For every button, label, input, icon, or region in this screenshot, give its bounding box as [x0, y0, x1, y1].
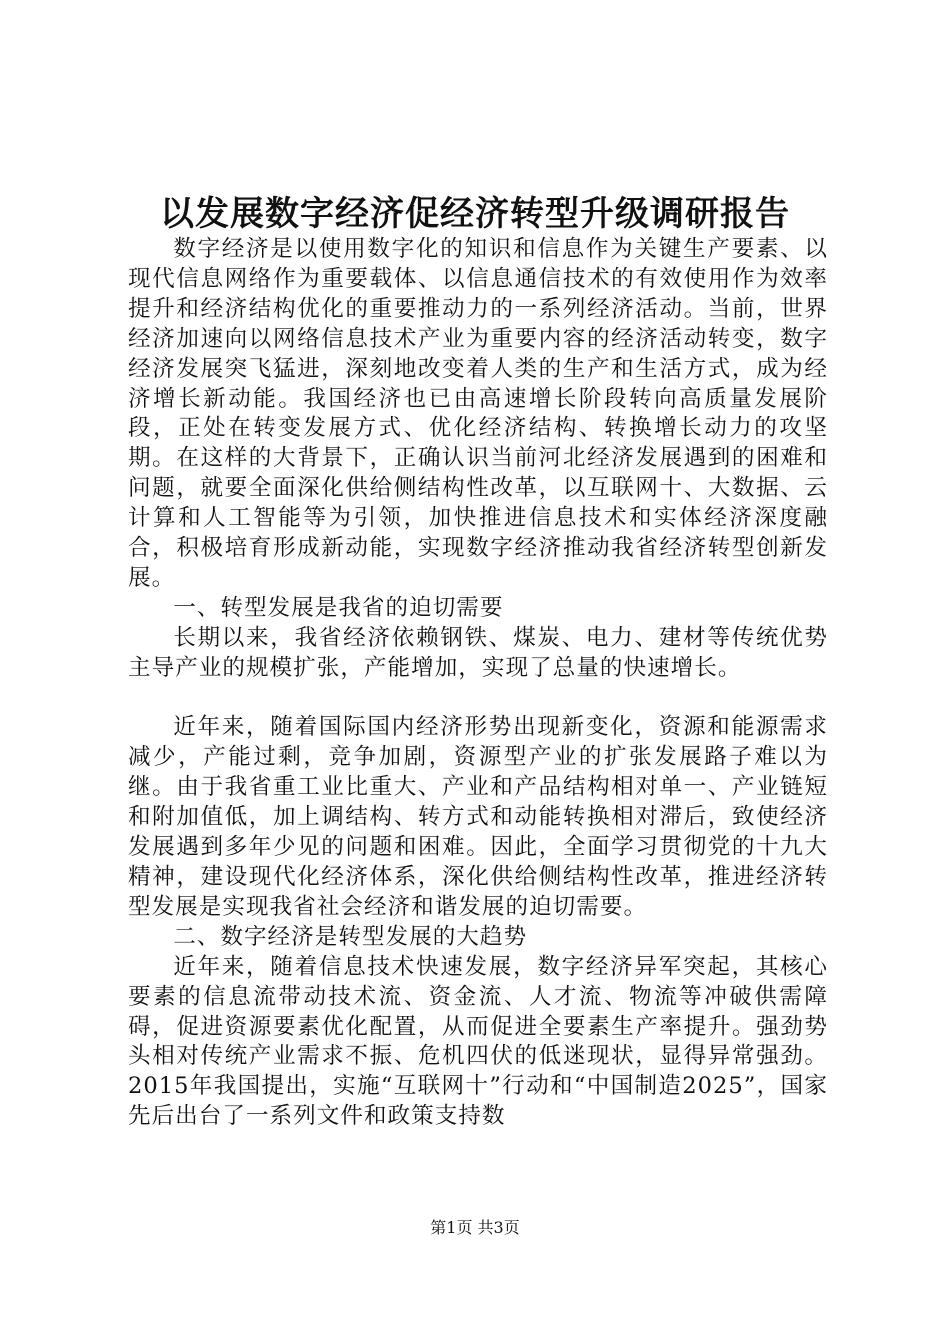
paragraph-intro: 数字经济是以使用数字化的知识和信息作为关键生产要素、以现代信息网络作为重要载体、以信息通信技术的有效使用作为效率提升和经济结构优化的重要推动力的一系列经济活动。当前，世界经济加速向以网络信息技术产业为重要内容的经济活动转变，数字经济发展突飞猛进，深刻地改变着人类的生产和生活方式，成为经济增长新动能。我国经济也已由高速增长阶段转向高质量发展阶段，正处在转变发展方式、优化经济结构、转换增长动力的攻坚期。在这样的大背景下，正确认识当前河北经济发展遇到的困难和问题，就要全面深化供给侧结构性改革，以互联网十、大数据、云计算和人工智能等为引领，加快推进信息技术和实体经济深度融合，积极培育形成新动能，实现数字经济推动我省经济转型创新发展。 — [128, 236, 828, 591]
document-title: 以发展数字经济促经济转型升级调研报告 — [160, 194, 790, 234]
paragraph-section1-a: 长期以来，我省经济依赖钢铁、煤炭、电力、建材等传统优势主导产业的规模扩张，产能增加，实现了总量的快速增长。 — [128, 624, 828, 681]
paragraph-section1-b: 近年来，随着国际国内经济形势出现新变化，资源和能源需求减少，产能过剩，竞争加剧，资源型产业的扩张发展路子难以为继。由于我省重工业比重大、产业和产品结构相对单一、产业链短和附加值低，加上调结构、转方式和动能转换相对滞后，致使经济发展遇到多年少见的问题和困难。因此，全面学习贯彻党的十九大精神，建设现代化经济体系，深化供给侧结构性改革，推进经济转型发展是实现我省社会经济和谐发展的迫切需要。 — [128, 714, 828, 920]
page-number: 第1页 共3页 — [430, 1218, 520, 1237]
section-heading-1: 一、转型发展是我省的迫切需要 — [173, 594, 504, 621]
document-body — [128, 235, 828, 1132]
paragraph-section2-a: 近年来，随着信息技术快速发展，数字经济异军突起，其核心要素的信息流带动技术流、资金流、人才流、物流等冲破供需障碍，促进资源要素优化配置，从而促进全要素生产率提升。强劲势头相对传统产业需求不振、危机四伏的低迷现状，显得异常强劲。2015年我国提出，实施“互联网十”行动和“中国制造2025”，国家先后出台了一系列文件和政策支持数 — [128, 953, 828, 1130]
section-heading-2: 二、数字经济是转型发展的大趋势 — [173, 923, 528, 950]
